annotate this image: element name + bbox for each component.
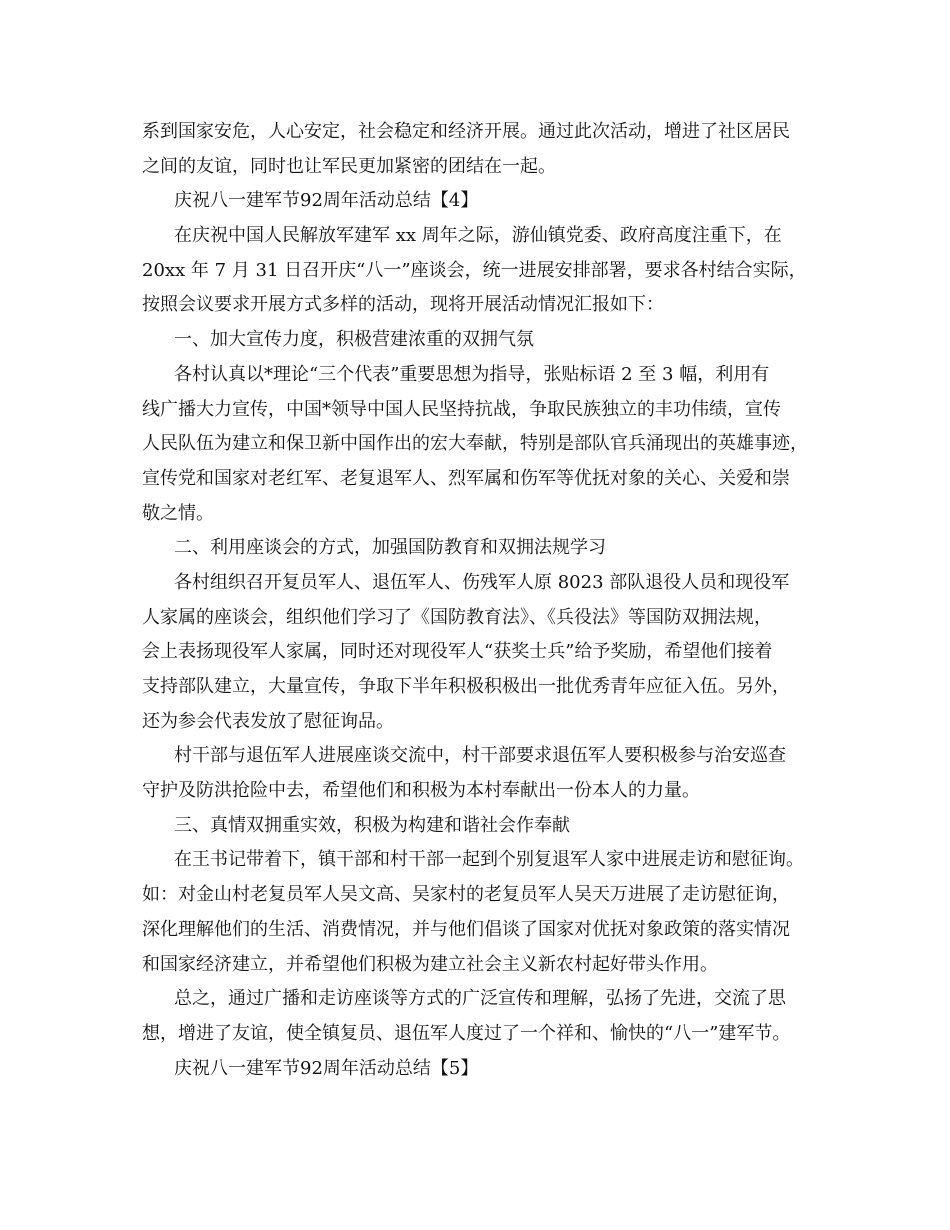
- text-line: 和国家经济建立，并希望他们积极为建立社会主义新农村起好带头作用。: [142, 953, 718, 975]
- text-line: 会上表扬现役军人家属，同时还对现役军人“获奖士兵”给予奖励，希望他们接着: [142, 641, 773, 663]
- text-line: 深化理解他们的生活、消费情况，并与他们倡谈了国家对优抚对象政策的落实情况: [142, 918, 790, 940]
- text-line: 庆祝八一建军节92周年活动总结【4】: [174, 190, 479, 212]
- text-line: 各村组织召开复员军人、退伍军人、伤残军人原 8023 部队退役人员和现役军: [174, 571, 790, 593]
- text-line: 之间的友谊，同时也让军民更加紧密的团结在一起。: [142, 155, 556, 177]
- text-line: 庆祝八一建军节92周年活动总结【5】: [174, 1057, 479, 1079]
- text-line: 还为参会代表发放了慰征询品。: [142, 710, 394, 732]
- text-line: 宣传党和国家对老红军、老复退军人、烈军属和伤军等优抚对象的关心、关爱和崇: [142, 467, 790, 489]
- text-line: 按照会议要求开展方式多样的活动，现将开展活动情况汇报如下：: [142, 294, 664, 316]
- text-line: 各村认真以*理论“三个代表”重要思想为指导，张贴标语 2 至 3 幅，利用有: [174, 363, 770, 385]
- document-body: [142, 115, 832, 1086]
- text-line: 在庆祝中国人民解放军建军 xx 周年之际，游仙镇党委、政府高度注重下，在: [174, 225, 782, 247]
- text-line: 支持部队建立，大量宣传，争取下半年积极积极出一批优秀青年应征入伍。另外，: [142, 676, 790, 697]
- text-line: 人民队伍为建立和保卫新中国作出的宏大奉献，特别是部队官兵涌现出的英雄事迹，: [142, 433, 808, 455]
- text-line: 线广播大力宣传，中国*领导中国人民坚持抗战，争取民族独立的丰功伟绩，宣传: [142, 398, 781, 420]
- text-line: 一、加大宣传力度，积极营建浓重的双拥气氛: [174, 329, 534, 351]
- text-line: 总之，通过广播和走访座谈等方式的广泛宣传和理解，弘扬了先进，交流了思: [174, 988, 786, 1010]
- text-line: 如：对金山村老复员军人吴文高、吴家村的老复员军人吴天万进展了走访慰征询，: [142, 884, 790, 906]
- text-line: 系到国家安危，人心安定，社会稳定和经济开展。通过此次活动，增进了社区居民: [142, 121, 790, 142]
- text-line: 村干部与退伍军人进展座谈交流中，村干部要求退伍军人要积极参与治安巡查: [174, 745, 786, 767]
- text-line: 三、真情双拥重实效，积极为构建和谐社会作奉献: [174, 814, 570, 836]
- text-line: 人家属的座谈会，组织他们学习了《国防教育法》、《兵役法》等国防双拥法规，: [142, 606, 772, 628]
- text-line: 在王书记带着下，镇干部和村干部一起到个别复退军人家中进展走访和慰征询。: [174, 849, 804, 871]
- text-line: 20xx 年 7 月 31 日召开庆“八一”座谈会，统一进展安排部署，要求各村结合实际，: [142, 259, 807, 281]
- text-line: 敬之情。: [142, 502, 214, 524]
- text-line: 二、利用座谈会的方式，加强国防教育和双拥法规学习: [174, 537, 606, 559]
- text-line: 守护及防洪抢险中去，希望他们和积极为本村奉献出一份本人的力量。: [142, 780, 700, 802]
- text-line: 想，增进了友谊，使全镇复员、退伍军人度过了一个祥和、愉快的“八一”建军节。: [142, 1022, 791, 1044]
